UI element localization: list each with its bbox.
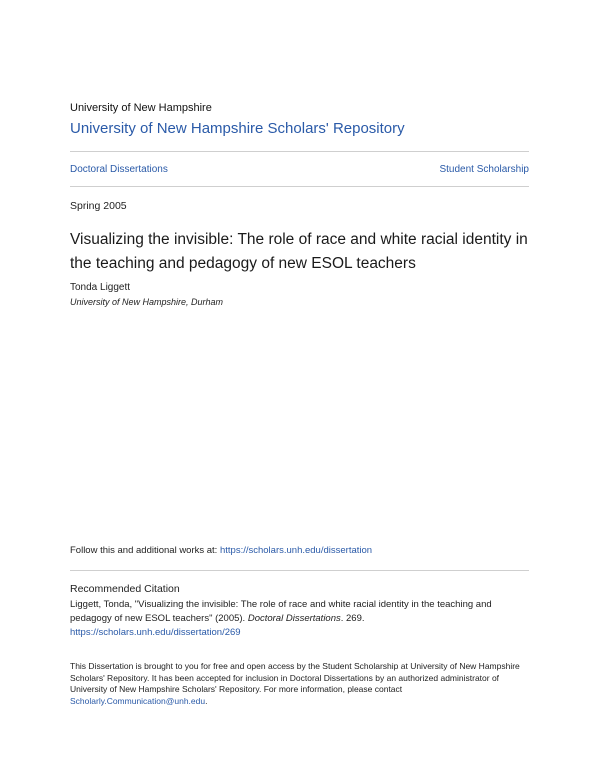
- citation-link[interactable]: https://scholars.unh.edu/dissertation/269: [70, 627, 241, 638]
- divider-categories: [70, 186, 529, 187]
- follow-line: [70, 545, 372, 556]
- access-end: .: [205, 695, 208, 706]
- institution-name: University of New Hampshire: [70, 102, 212, 114]
- repository-link[interactable]: University of New Hampshire Scholars' Repository: [70, 120, 405, 137]
- citation-body: [70, 598, 530, 640]
- author-name: Tonda Liggett: [70, 282, 131, 293]
- divider-citation: [70, 570, 529, 571]
- doctoral-dissertations-link[interactable]: Doctoral Dissertations: [70, 164, 168, 175]
- citation-heading: Recommended Citation: [70, 583, 180, 595]
- divider-top: [70, 151, 529, 152]
- contact-email-link[interactable]: Scholarly.Communication@unh.edu: [70, 695, 206, 706]
- citation-text: Liggett, Tonda, "Visualizing the invisible: The role of race and white racial identity in the teaching and pedagogy of new ESOL teachers" (2005).: [70, 599, 492, 624]
- follow-link[interactable]: https://scholars.unh.edu/dissertation: [219, 545, 373, 556]
- citation-number: . 269.: [340, 613, 365, 624]
- access-statement: [70, 661, 530, 707]
- student-scholarship-link[interactable]: Student Scholarship: [439, 164, 529, 175]
- document-title: Visualizing the invisible: The role of race and white racial identity in the teaching and pedagogy of new ESOL teachers: [70, 231, 528, 272]
- citation-series: Doctoral Dissertations: [247, 613, 341, 624]
- publication-date: Spring 2005: [70, 200, 127, 212]
- follow-text: Follow this and additional works at:: [70, 545, 220, 556]
- access-text: This Dissertation is brought to you for free and open access by the Student Scholarship at University of New Hampshire Scholars' Repository. It has been accepted for inclusion in Doctoral Dissertations by an authorized administrator of University of New Hampshire Scholars' Repository. For more information, please contact: [70, 661, 520, 694]
- author-affiliation: University of New Hampshire, Durham: [70, 297, 224, 307]
